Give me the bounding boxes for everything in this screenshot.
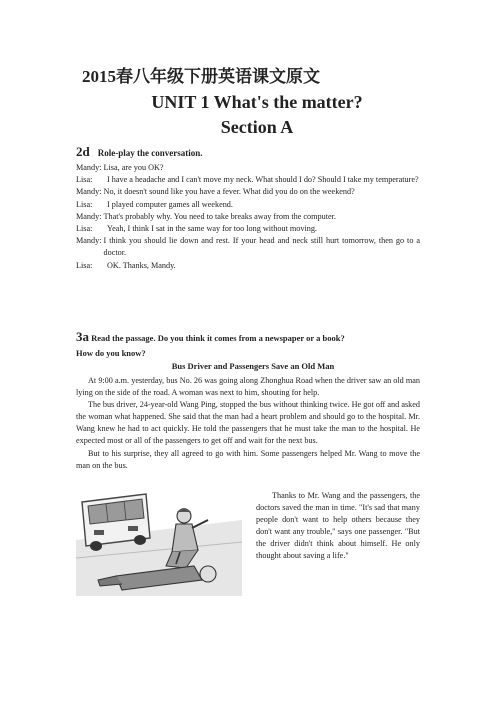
paragraph: The bus driver, 24-year-old Wang Ping, stopped the bus without thinking twice. He got off and asked the woman what happened. She said that the man had a heart problem and should go to the hospital. Mr. Wang knew he had to act quickly. He told the passengers that he must take the man to the hospital. He expected most or all of the passengers to get off and wait for the next bus. bbox=[76, 400, 420, 446]
dialog-line bbox=[76, 199, 420, 211]
utterance: That's probably why. You need to take breaks away from the computer. bbox=[103, 211, 336, 221]
speaker: Lisa: bbox=[76, 199, 93, 209]
speaker: Mandy: bbox=[76, 236, 102, 246]
dialog-line bbox=[76, 235, 420, 259]
unit-heading bbox=[0, 92, 496, 113]
page-title: 2015春八年级下册英语课文原文 bbox=[82, 67, 320, 86]
passage-title bbox=[0, 361, 496, 371]
speaker: Lisa: bbox=[76, 224, 93, 234]
paragraph: At 9:00 a.m. yesterday, bus No. 26 was going along Zhonghua Road when the driver saw an old man lying on the side of the road. A woman was next to him, shouting for help. bbox=[76, 376, 420, 398]
utterance: No, it doesn't sound like you have a fever. What did you do on the weekend? bbox=[103, 187, 355, 197]
section-heading bbox=[0, 117, 496, 138]
exercise-3a-number: 3a bbox=[76, 329, 89, 344]
exercise-2d-header bbox=[76, 144, 202, 160]
exercise-2d-instruction: Role-play the conversation. bbox=[97, 148, 203, 158]
utterance: I have a headache and I can't move my neck. What should I do? Should I take my temperature? bbox=[107, 175, 419, 185]
exercise-3a-header bbox=[76, 329, 345, 345]
passage-body bbox=[76, 375, 420, 472]
bus-accident-illustration bbox=[76, 480, 242, 596]
exercise-3a-question: How do you know? bbox=[76, 348, 146, 358]
speaker: Mandy: bbox=[76, 187, 102, 197]
utterance: Lisa, are you OK? bbox=[103, 163, 164, 172]
utterance: Yeah, I think I sat in the same way for too long without moving. bbox=[107, 224, 317, 234]
section-heading-text: Section A bbox=[220, 117, 294, 137]
unit-heading-text: UNIT 1 What's the matter? bbox=[151, 92, 363, 112]
passage-side-paragraph: Thanks to Mr. Wang and the passengers, the doctors saved the man in time. "It's sad that many people don't want to help others because they don't want any trouble," says one passenger. "But the driver didn't think about himself. He only thought about saving a life." bbox=[256, 491, 420, 561]
speaker: Lisa: bbox=[76, 260, 93, 270]
dialog-line bbox=[76, 260, 420, 272]
bus-drawing bbox=[82, 494, 150, 551]
exercise-2d-number: 2d bbox=[76, 144, 90, 159]
dialog-line bbox=[76, 211, 420, 223]
dialog-line bbox=[76, 186, 420, 198]
conversation bbox=[76, 162, 420, 272]
speaker: Mandy: bbox=[76, 163, 102, 172]
dialog-line bbox=[76, 223, 420, 235]
exercise-3a-instruction: Read the passage. Do you think it comes from a newspaper or a book? bbox=[91, 333, 345, 343]
utterance: I think you should lie down and rest. If your head and neck still hurt tomorrow, then go to a doctor. bbox=[103, 236, 420, 258]
passage-title-text: Bus Driver and Passengers Save an Old Man bbox=[171, 361, 335, 371]
paragraph: But to his surprise, they all agreed to go with him. Some passengers helped Mr. Wang to move the man on the bus. bbox=[76, 448, 420, 470]
utterance: I played computer games all weekend. bbox=[107, 199, 233, 209]
dialog-line bbox=[76, 174, 420, 186]
utterance: OK. Thanks, Mandy. bbox=[107, 260, 176, 270]
dialog-line bbox=[76, 162, 420, 174]
speaker: Mandy: bbox=[76, 211, 102, 221]
speaker: Lisa: bbox=[76, 175, 93, 185]
